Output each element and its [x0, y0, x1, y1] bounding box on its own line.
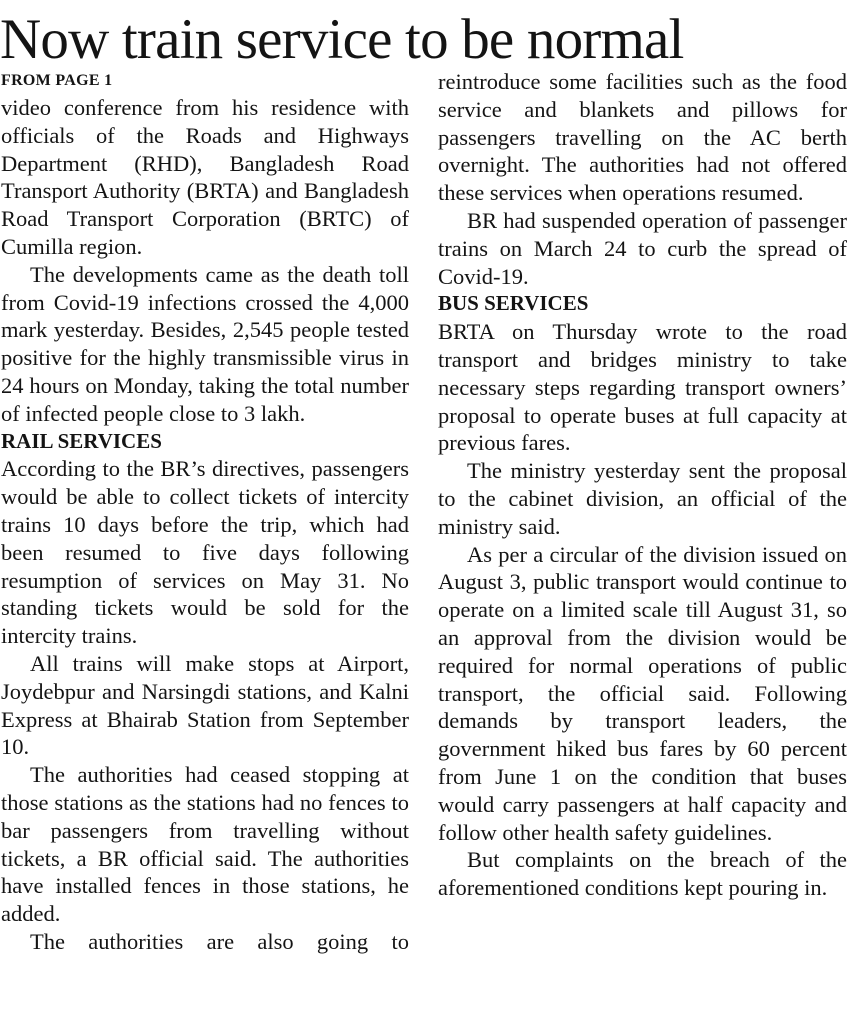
paragraph: BR had suspended operation of passenger trains on March 24 to curb the spread of Covid-19. — [438, 207, 847, 289]
paragraph: According to the BR’s directives, passengers would be able to collect tickets of intercity trains 10 days before the trip, which had been resumed to five days following resumption of services on May 31. No standing tickets would be sold for the intercity trains. — [1, 456, 409, 649]
paragraph: The authorities had ceased stopping at those stations as the stations had no fences to bar passengers from travelling without tickets, a BR official said. The authorities have installed fences in those stations, he added. — [1, 762, 409, 927]
paragraph: The authorities are also going to — [30, 928, 409, 954]
article-column-right — [438, 68, 847, 902]
paragraph: But complaints on the breach of the aforementioned conditions kept pouring in. — [438, 847, 847, 901]
paragraph: All trains will make stops at Airport, Joydebpur and Narsingdi stations, and Kalni Express at Bhairab Station from September 10. — [1, 650, 409, 760]
paragraph: The developments came as the death toll from Covid-19 infections crossed the 4,000 mark yesterday. Besides, 2,545 people tested positive for the highly transmissible virus in 24 hours on Monday, taking the total number of infected people close to 3 lakh. — [1, 261, 409, 426]
paragraph: As per a circular of the division issued on August 3, public transport would continue to operate on a limited scale till August 31, so an approval from the division would be required for normal operations of public transport, the official said. Following demands by transport leaders, the government hiked bus fares by 60 percent from June 1 on the condition that buses would carry passengers at half capacity and follow other health safety guidelines. — [438, 541, 847, 845]
paragraph: The ministry yesterday sent the proposal to the cabinet division, an official of the ministry said. — [438, 458, 847, 539]
paragraph: reintroduce some facilities such as the food service and blankets and pillows for passengers travelling on the AC berth overnight. The authorities had not offered these services when operations resumed. — [438, 69, 847, 206]
paragraph: BRTA on Thursday wrote to the road transport and bridges ministry to take necessary steps regarding transport owners’ proposal to operate buses at full capacity at previous fares. — [438, 319, 847, 456]
paragraph: video conference from his residence with officials of the Roads and Highways Department (RHD), Bangladesh Road Transport Authority (BRTA) and Bangladesh Road Transport Corporation (BRTC) of Cumilla region. — [1, 95, 409, 259]
jump-label: FROM PAGE 1 — [1, 72, 113, 89]
subhead-rail-services: RAIL SERVICES — [1, 428, 162, 453]
article-column-left — [1, 68, 409, 956]
subhead-bus-services: BUS SERVICES — [438, 291, 589, 316]
headline: Now train service to be normal — [0, 8, 684, 71]
